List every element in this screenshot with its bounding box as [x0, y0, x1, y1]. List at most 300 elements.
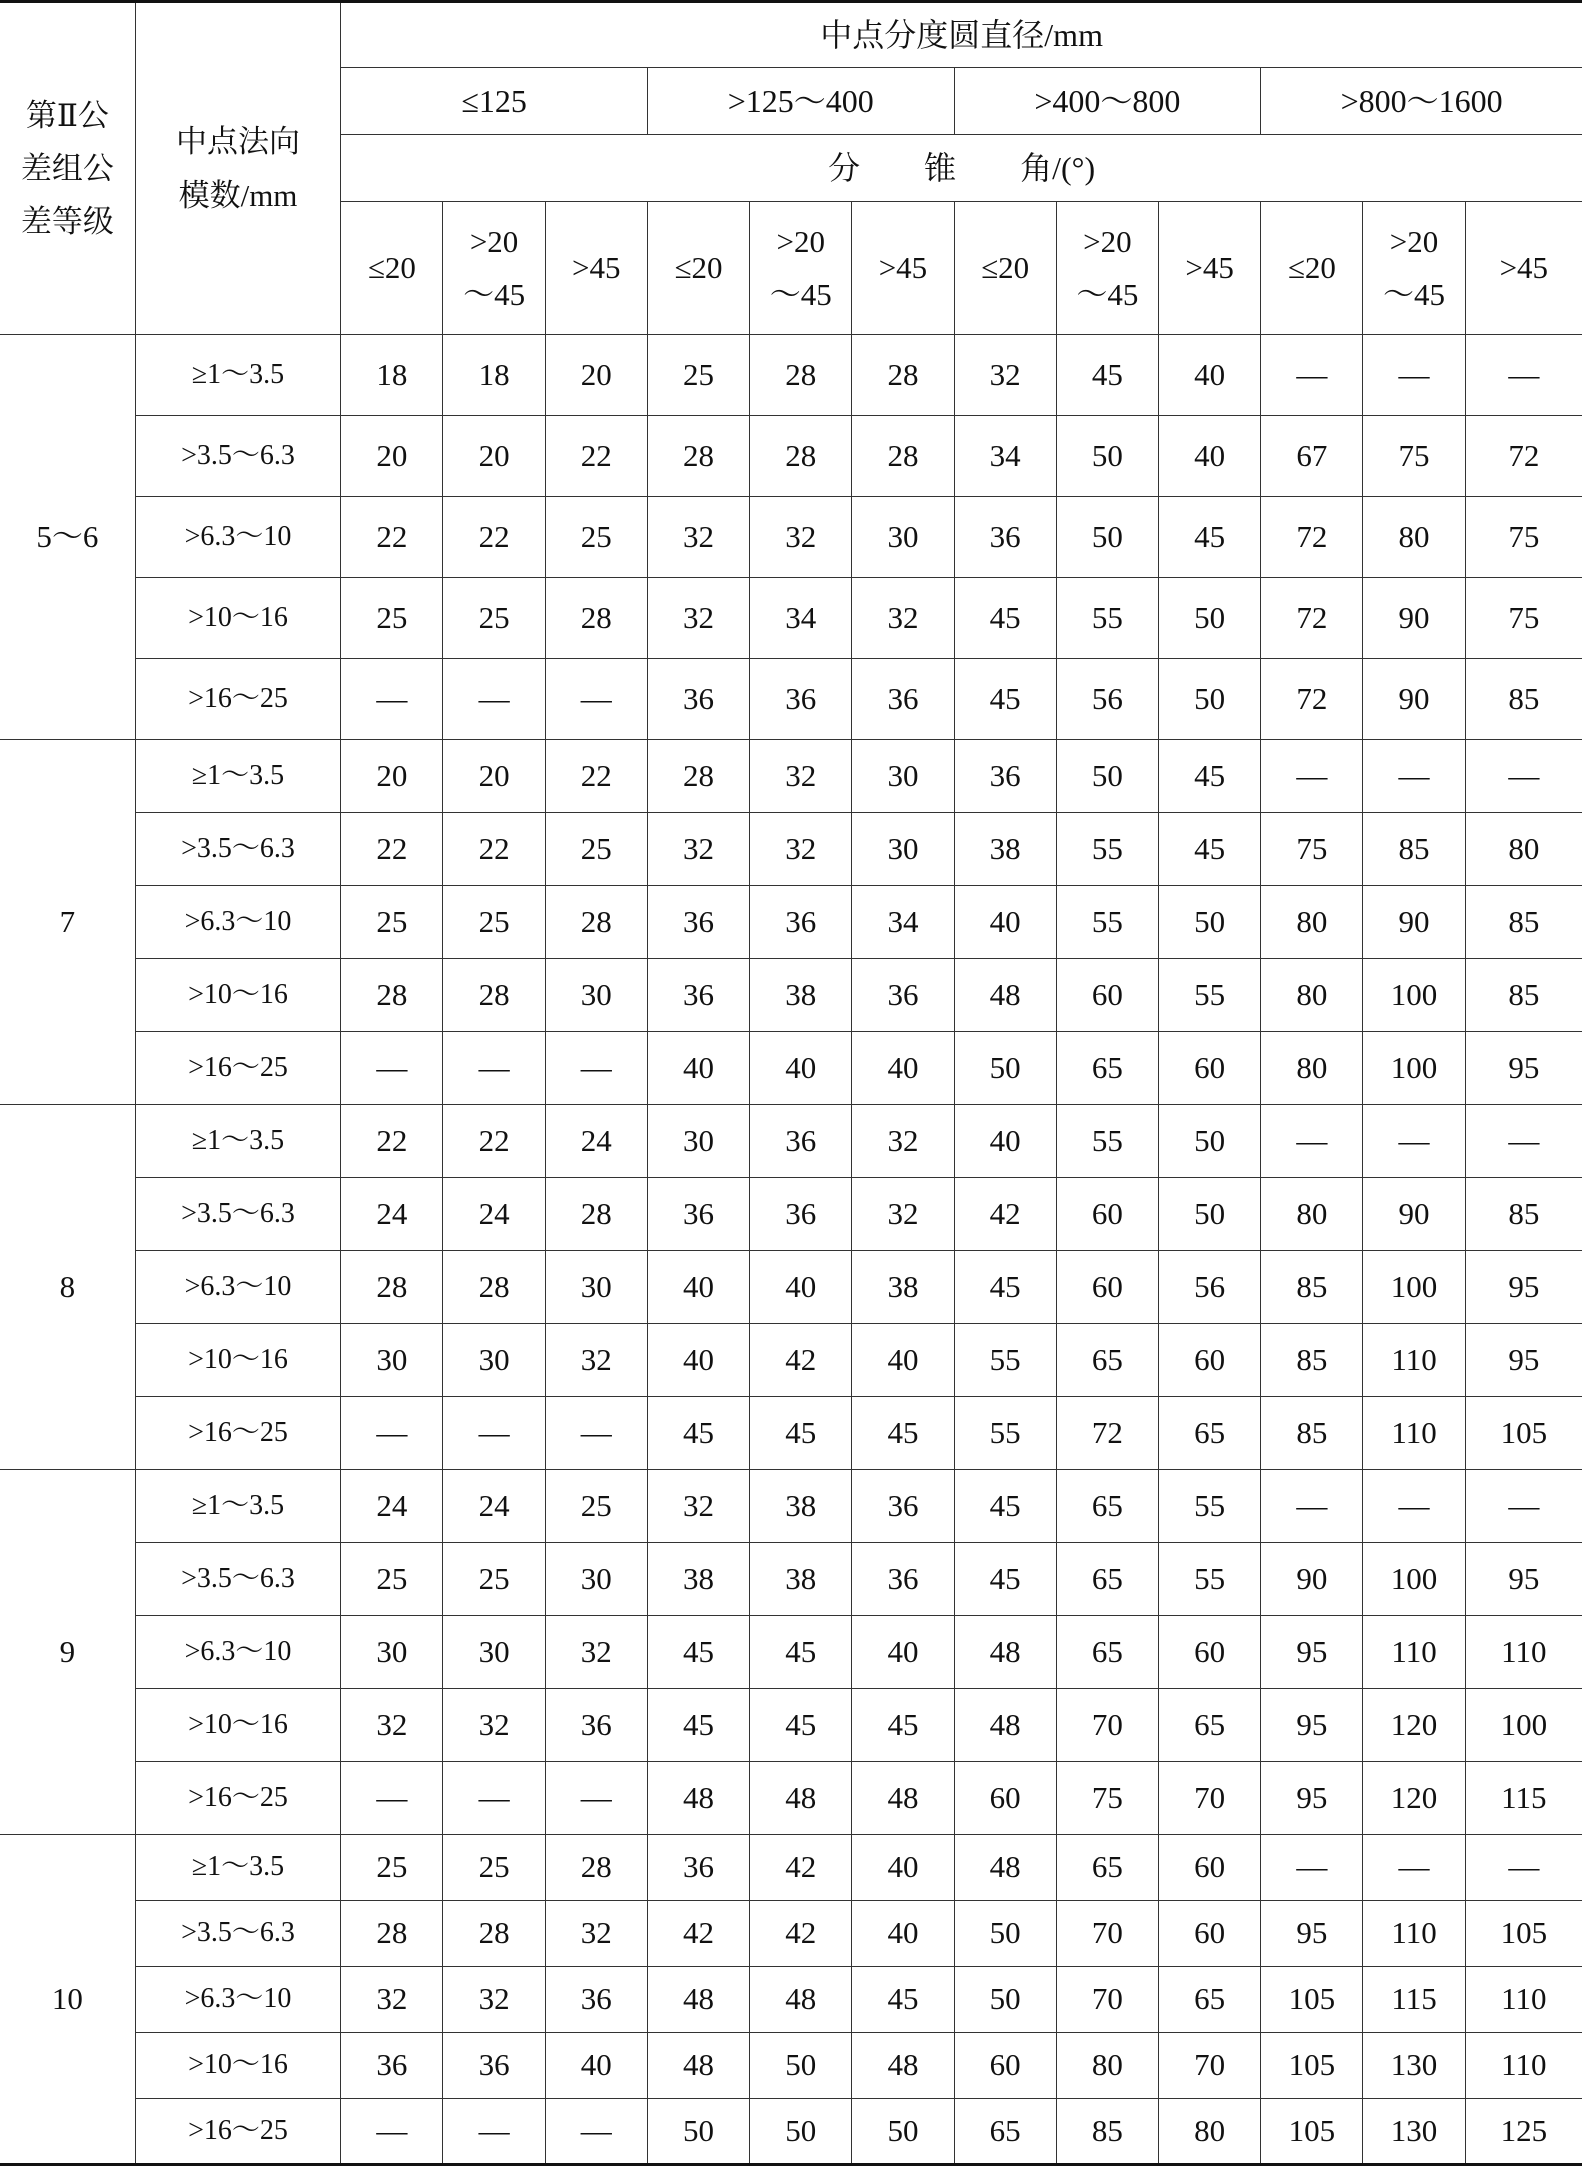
value-cell: 55 — [1056, 886, 1158, 959]
value-cell: — — [443, 1397, 545, 1470]
value-cell: 72 — [1261, 659, 1363, 740]
value-cell: 90 — [1363, 886, 1465, 959]
angle-range-line: ≤20 — [674, 249, 723, 285]
table-row — [0, 578, 1582, 659]
value-cell: 36 — [647, 1178, 749, 1251]
module-cell: >10～16 — [135, 959, 340, 1032]
grade-cell: 5～6 — [0, 335, 135, 740]
value-cell: 36 — [647, 886, 749, 959]
angle-range-line: ～45 — [769, 277, 832, 312]
value-cell: 30 — [341, 1616, 443, 1689]
value-cell: 56 — [1056, 659, 1158, 740]
value-cell: 85 — [1056, 2099, 1158, 2165]
value-cell: 45 — [954, 578, 1056, 659]
value-cell: 20 — [341, 740, 443, 813]
value-cell: 34 — [750, 578, 852, 659]
value-cell: 105 — [1465, 1397, 1582, 1470]
value-cell: 40 — [852, 1835, 954, 1901]
angle-range-header — [1363, 202, 1465, 335]
value-cell: 50 — [954, 1967, 1056, 2033]
value-cell: 60 — [1056, 1251, 1158, 1324]
module-cell: >3.5～6.3 — [135, 1901, 340, 1967]
value-cell: 65 — [1056, 1543, 1158, 1616]
value-cell: 45 — [852, 1967, 954, 2033]
value-cell: 45 — [852, 1689, 954, 1762]
value-cell: 36 — [750, 886, 852, 959]
value-cell: 70 — [1056, 1967, 1158, 2033]
value-cell: 36 — [852, 959, 954, 1032]
value-cell: 28 — [852, 416, 954, 497]
value-cell: 95 — [1261, 1689, 1363, 1762]
value-cell: 38 — [852, 1251, 954, 1324]
value-cell: 22 — [341, 813, 443, 886]
value-cell: 40 — [954, 1105, 1056, 1178]
value-cell: 130 — [1363, 2033, 1465, 2099]
module-cell: >6.3～10 — [135, 1967, 340, 2033]
table-row — [0, 740, 1582, 813]
value-cell: 60 — [954, 1762, 1056, 1835]
value-cell: 60 — [1056, 959, 1158, 1032]
value-cell: 75 — [1465, 578, 1582, 659]
value-cell: 22 — [341, 497, 443, 578]
module-cell: >3.5～6.3 — [135, 813, 340, 886]
module-header-line: 中点法向 — [176, 124, 300, 160]
table-row — [0, 1689, 1582, 1762]
value-cell: 42 — [750, 1324, 852, 1397]
value-cell: 28 — [443, 1251, 545, 1324]
module-cell: >16～25 — [135, 2099, 340, 2165]
value-cell: 60 — [954, 2033, 1056, 2099]
angle-range-line: ～45 — [463, 277, 526, 312]
value-cell: 95 — [1261, 1762, 1363, 1835]
table-row — [0, 1835, 1582, 1901]
value-cell: 30 — [545, 959, 647, 1032]
angle-range-header — [954, 202, 1056, 335]
value-cell: 100 — [1465, 1689, 1582, 1762]
value-cell: 32 — [852, 1105, 954, 1178]
value-cell: 55 — [954, 1397, 1056, 1470]
value-cell: 50 — [1159, 659, 1261, 740]
value-cell: 38 — [750, 1543, 852, 1616]
value-cell: 36 — [852, 1470, 954, 1543]
value-cell: 24 — [341, 1470, 443, 1543]
value-cell: 32 — [443, 1967, 545, 2033]
table-row — [0, 1901, 1582, 1967]
value-cell: 28 — [647, 740, 749, 813]
value-cell: 40 — [1159, 335, 1261, 416]
value-cell: 95 — [1465, 1032, 1582, 1105]
value-cell: — — [1465, 335, 1582, 416]
value-cell: — — [1261, 335, 1363, 416]
value-cell: 70 — [1056, 1901, 1158, 1967]
value-cell: 36 — [852, 1543, 954, 1616]
value-cell: 22 — [341, 1105, 443, 1178]
value-cell: 32 — [750, 740, 852, 813]
value-cell: 32 — [852, 1178, 954, 1251]
value-cell: 40 — [647, 1324, 749, 1397]
table-row — [0, 1616, 1582, 1689]
grade-cell: 7 — [0, 740, 135, 1105]
value-cell: — — [443, 659, 545, 740]
value-cell: 36 — [750, 1105, 852, 1178]
value-cell: 22 — [545, 740, 647, 813]
value-cell: 85 — [1465, 959, 1582, 1032]
value-cell: 75 — [1056, 1762, 1158, 1835]
value-cell: 40 — [852, 1616, 954, 1689]
grade-cell: 10 — [0, 1835, 135, 2165]
value-cell: — — [1363, 335, 1465, 416]
table-row — [0, 959, 1582, 1032]
value-cell: 30 — [443, 1324, 545, 1397]
value-cell: 85 — [1261, 1324, 1363, 1397]
angle-range-header — [1261, 202, 1363, 335]
value-cell: 48 — [954, 1835, 1056, 1901]
value-cell: 95 — [1261, 1616, 1363, 1689]
value-cell: 85 — [1465, 659, 1582, 740]
value-cell: 36 — [545, 1689, 647, 1762]
diameter-range-header: ≤125 — [341, 68, 648, 135]
value-cell: 90 — [1363, 1178, 1465, 1251]
value-cell: 48 — [647, 1967, 749, 2033]
angle-range-line: >20 — [776, 223, 825, 259]
value-cell: 28 — [341, 959, 443, 1032]
value-cell: 50 — [647, 2099, 749, 2165]
value-cell: 110 — [1363, 1324, 1465, 1397]
value-cell: — — [1363, 1470, 1465, 1543]
value-cell: 65 — [1056, 1324, 1158, 1397]
value-cell: 25 — [545, 813, 647, 886]
value-cell: — — [545, 1032, 647, 1105]
value-cell: 36 — [750, 659, 852, 740]
value-cell: 25 — [545, 1470, 647, 1543]
value-cell: 55 — [1159, 959, 1261, 1032]
value-cell: 48 — [954, 1616, 1056, 1689]
value-cell: 48 — [647, 2033, 749, 2099]
value-cell: 50 — [750, 2033, 852, 2099]
module-header — [135, 2, 340, 335]
value-cell: 28 — [545, 578, 647, 659]
value-cell: 48 — [750, 1762, 852, 1835]
value-cell: 32 — [443, 1689, 545, 1762]
table-row — [0, 2099, 1582, 2165]
value-cell: 80 — [1261, 886, 1363, 959]
value-cell: — — [341, 1762, 443, 1835]
value-cell: 48 — [750, 1967, 852, 2033]
value-cell: 32 — [852, 578, 954, 659]
value-cell: 80 — [1159, 2099, 1261, 2165]
value-cell: 38 — [750, 959, 852, 1032]
table-row — [0, 659, 1582, 740]
value-cell: 36 — [750, 1178, 852, 1251]
value-cell: 28 — [341, 1901, 443, 1967]
value-cell: 32 — [750, 813, 852, 886]
module-cell: ≥1～3.5 — [135, 1470, 340, 1543]
value-cell: 110 — [1363, 1397, 1465, 1470]
angle-range-line: ≤20 — [367, 249, 416, 285]
angle-range-header — [852, 202, 954, 335]
value-cell: 32 — [545, 1324, 647, 1397]
value-cell: 105 — [1465, 1901, 1582, 1967]
value-cell: 30 — [443, 1616, 545, 1689]
value-cell: 32 — [545, 1901, 647, 1967]
module-header-line: 模数/mm — [178, 177, 298, 213]
value-cell: 25 — [341, 1543, 443, 1616]
value-cell: 56 — [1159, 1251, 1261, 1324]
value-cell: — — [1363, 740, 1465, 813]
module-cell: >6.3～10 — [135, 1616, 340, 1689]
value-cell: — — [545, 659, 647, 740]
value-cell: 120 — [1363, 1689, 1465, 1762]
value-cell: 30 — [341, 1324, 443, 1397]
table-row — [0, 335, 1582, 416]
value-cell: 20 — [341, 416, 443, 497]
value-cell: 30 — [545, 1543, 647, 1616]
angle-range-line: ≤20 — [1287, 249, 1336, 285]
value-cell: — — [341, 1032, 443, 1105]
value-cell: 70 — [1159, 1762, 1261, 1835]
value-cell: 60 — [1159, 1835, 1261, 1901]
value-cell: — — [443, 1762, 545, 1835]
value-cell: 28 — [545, 1178, 647, 1251]
value-cell: 45 — [647, 1689, 749, 1762]
value-cell: 28 — [443, 959, 545, 1032]
value-cell: 36 — [443, 2033, 545, 2099]
value-cell: 40 — [954, 886, 1056, 959]
value-cell: — — [1465, 1470, 1582, 1543]
value-cell: 55 — [1056, 813, 1158, 886]
value-cell: 95 — [1465, 1251, 1582, 1324]
value-cell: 75 — [1465, 497, 1582, 578]
module-cell: >10～16 — [135, 2033, 340, 2099]
value-cell: 80 — [1465, 813, 1582, 886]
value-cell: — — [545, 1397, 647, 1470]
module-cell: >16～25 — [135, 1397, 340, 1470]
value-cell: — — [1465, 1105, 1582, 1178]
value-cell: 45 — [750, 1689, 852, 1762]
table-row — [0, 1762, 1582, 1835]
value-cell: 36 — [954, 497, 1056, 578]
value-cell: 85 — [1465, 1178, 1582, 1251]
angle-range-line: >20 — [469, 223, 519, 259]
value-cell: 85 — [1465, 886, 1582, 959]
value-cell: 40 — [647, 1251, 749, 1324]
diameter-range-header: >800～1600 — [1261, 68, 1582, 135]
angle-range-line: ≤20 — [981, 249, 1030, 285]
module-cell: >3.5～6.3 — [135, 416, 340, 497]
value-cell: 60 — [1056, 1178, 1158, 1251]
value-cell: 20 — [443, 740, 545, 813]
value-cell: 45 — [1159, 497, 1261, 578]
value-cell: 95 — [1465, 1324, 1582, 1397]
value-cell: 45 — [954, 1251, 1056, 1324]
value-cell: 42 — [750, 1835, 852, 1901]
value-cell: 32 — [647, 497, 749, 578]
value-cell: 28 — [341, 1251, 443, 1324]
value-cell: 32 — [954, 335, 1056, 416]
value-cell: 100 — [1363, 1251, 1465, 1324]
table-row — [0, 1967, 1582, 2033]
value-cell: — — [1261, 1105, 1363, 1178]
value-cell: 48 — [954, 959, 1056, 1032]
value-cell: — — [1363, 1105, 1465, 1178]
value-cell: 65 — [1056, 1032, 1158, 1105]
value-cell: 72 — [1261, 578, 1363, 659]
value-cell: 30 — [545, 1251, 647, 1324]
module-cell: >16～25 — [135, 1032, 340, 1105]
angle-range-header — [750, 202, 852, 335]
value-cell: 30 — [852, 813, 954, 886]
angle-range-header — [545, 202, 647, 335]
value-cell: 28 — [852, 335, 954, 416]
module-cell: >6.3～10 — [135, 1251, 340, 1324]
value-cell: — — [341, 2099, 443, 2165]
value-cell: 75 — [1363, 416, 1465, 497]
grade-cell: 9 — [0, 1470, 135, 1835]
value-cell: 20 — [545, 335, 647, 416]
value-cell: 32 — [647, 813, 749, 886]
value-cell: 55 — [1056, 578, 1158, 659]
value-cell: 25 — [341, 1835, 443, 1901]
value-cell: — — [443, 1032, 545, 1105]
value-cell: 36 — [647, 1835, 749, 1901]
value-cell: 90 — [1363, 578, 1465, 659]
value-cell: — — [1261, 1470, 1363, 1543]
value-cell: 36 — [341, 2033, 443, 2099]
value-cell: 50 — [1056, 740, 1158, 813]
angle-range-header — [1159, 202, 1261, 335]
value-cell: 55 — [1159, 1470, 1261, 1543]
value-cell: 100 — [1363, 1032, 1465, 1105]
value-cell: 100 — [1363, 959, 1465, 1032]
angle-range-line: >45 — [1499, 249, 1549, 285]
value-cell: 45 — [852, 1397, 954, 1470]
module-cell: ≥1～3.5 — [135, 740, 340, 813]
table-row — [0, 2033, 1582, 2099]
value-cell: 105 — [1261, 2099, 1363, 2165]
value-cell: 85 — [1261, 1397, 1363, 1470]
value-cell: 110 — [1465, 2033, 1582, 2099]
value-cell: 28 — [750, 335, 852, 416]
value-cell: 90 — [1261, 1543, 1363, 1616]
grade-header — [0, 2, 135, 335]
diameter-header: 中点分度圆直径/mm — [341, 2, 1582, 68]
value-cell: 60 — [1159, 1032, 1261, 1105]
angle-range-header — [647, 202, 749, 335]
value-cell: — — [341, 659, 443, 740]
value-cell: 42 — [954, 1178, 1056, 1251]
angle-range-header — [1056, 202, 1158, 335]
value-cell: 65 — [954, 2099, 1056, 2165]
value-cell: 36 — [545, 1967, 647, 2033]
value-cell: 48 — [954, 1689, 1056, 1762]
value-cell: 42 — [647, 1901, 749, 1967]
value-cell: 65 — [1159, 1397, 1261, 1470]
value-cell: 75 — [1261, 813, 1363, 886]
value-cell: 115 — [1465, 1762, 1582, 1835]
module-cell: ≥1～3.5 — [135, 1105, 340, 1178]
value-cell: — — [545, 2099, 647, 2165]
value-cell: 24 — [341, 1178, 443, 1251]
value-cell: 36 — [647, 659, 749, 740]
value-cell: 45 — [647, 1616, 749, 1689]
angle-range-line: >20 — [1083, 223, 1132, 259]
module-cell: >10～16 — [135, 1689, 340, 1762]
value-cell: 24 — [443, 1470, 545, 1543]
value-cell: 110 — [1363, 1901, 1465, 1967]
grade-header-line: 第Ⅱ公 — [25, 97, 109, 133]
value-cell: 18 — [443, 335, 545, 416]
value-cell: 24 — [545, 1105, 647, 1178]
cone-angle-header: 分 锥 角/(°) — [341, 135, 1582, 202]
table-row — [0, 813, 1582, 886]
angle-range-header — [1465, 202, 1582, 335]
grade-cell: 8 — [0, 1105, 135, 1470]
value-cell: 50 — [954, 1032, 1056, 1105]
value-cell: 40 — [647, 1032, 749, 1105]
value-cell: 70 — [1056, 1689, 1158, 1762]
value-cell: 55 — [1159, 1543, 1261, 1616]
value-cell: 32 — [341, 1689, 443, 1762]
value-cell: 40 — [852, 1324, 954, 1397]
value-cell: 85 — [1261, 1251, 1363, 1324]
value-cell: 36 — [852, 659, 954, 740]
value-cell: 36 — [954, 740, 1056, 813]
grade-header-line: 差组公 — [20, 150, 114, 186]
value-cell: 38 — [750, 1470, 852, 1543]
value-cell: 32 — [647, 1470, 749, 1543]
module-cell: >16～25 — [135, 659, 340, 740]
value-cell: 45 — [750, 1616, 852, 1689]
value-cell: 55 — [954, 1324, 1056, 1397]
value-cell: 22 — [545, 416, 647, 497]
value-cell: 38 — [647, 1543, 749, 1616]
angle-range-line: >45 — [572, 249, 621, 285]
module-cell: >6.3～10 — [135, 886, 340, 959]
value-cell: 65 — [1159, 1689, 1261, 1762]
value-cell: 25 — [341, 886, 443, 959]
value-cell: 50 — [1159, 578, 1261, 659]
value-cell: 40 — [750, 1251, 852, 1324]
value-cell: 28 — [545, 886, 647, 959]
value-cell: — — [1465, 740, 1582, 813]
angle-range-line: >20 — [1389, 223, 1439, 259]
value-cell: 48 — [647, 1762, 749, 1835]
value-cell: 65 — [1056, 1470, 1158, 1543]
module-cell: >3.5～6.3 — [135, 1178, 340, 1251]
value-cell: 50 — [1159, 1178, 1261, 1251]
module-cell: ≥1～3.5 — [135, 1835, 340, 1901]
value-cell: 70 — [1159, 2033, 1261, 2099]
value-cell: 25 — [647, 335, 749, 416]
value-cell: 72 — [1056, 1397, 1158, 1470]
value-cell: 38 — [954, 813, 1056, 886]
value-cell: 34 — [852, 886, 954, 959]
value-cell: 40 — [852, 1901, 954, 1967]
value-cell: 125 — [1465, 2099, 1582, 2165]
value-cell: 45 — [1159, 740, 1261, 813]
value-cell: 32 — [545, 1616, 647, 1689]
value-cell: 65 — [1159, 1967, 1261, 2033]
value-cell: 45 — [1159, 813, 1261, 886]
diameter-range-header: >125～400 — [647, 68, 954, 135]
grade-header-line: 差等级 — [20, 204, 114, 240]
value-cell: 90 — [1363, 659, 1465, 740]
value-cell: 42 — [750, 1901, 852, 1967]
value-cell: 22 — [443, 813, 545, 886]
value-cell: 25 — [443, 1835, 545, 1901]
value-cell: 100 — [1363, 1543, 1465, 1616]
module-cell: ≥1～3.5 — [135, 335, 340, 416]
